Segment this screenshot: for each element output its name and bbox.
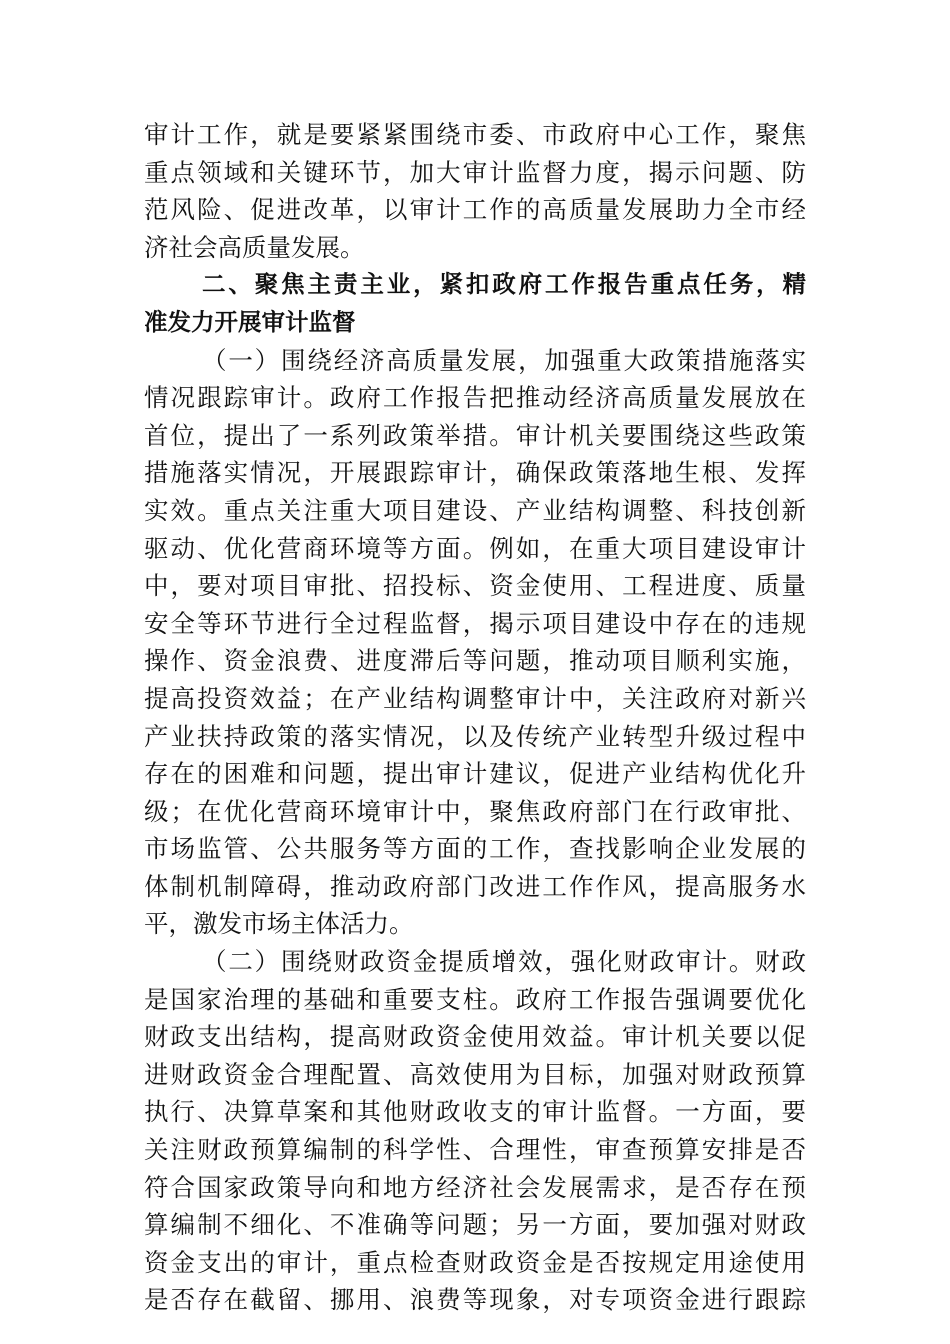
text-line: 情况跟踪审计。政府工作报告把推动经济高质量发展放在 xyxy=(144,383,806,413)
paragraph-intro xyxy=(144,116,806,266)
text-line: 操作、资金浪费、进度滞后等问题，推动项目顺利实施， xyxy=(144,646,806,676)
text-line: 存在的困难和问题，提出审计建议，促进产业结构优化升 xyxy=(144,759,806,789)
paragraph-one xyxy=(144,342,806,944)
text-line: 实效。重点关注重大项目建设、产业结构调整、科技创新 xyxy=(144,495,806,525)
text-line: 平，激发市场主体活力。 xyxy=(144,909,414,939)
text-line: 重点领域和关键环节，加大审计监督力度，揭示问题、防 xyxy=(144,157,806,187)
text-line: 提高投资效益；在产业结构调整审计中，关注政府对新兴 xyxy=(144,683,806,713)
text-line: 财政支出结构，提高财政资金使用效益。审计机关要以促 xyxy=(144,1022,806,1052)
text-line: 驱动、优化营商环境等方面。例如，在重大项目建设审计 xyxy=(144,533,806,563)
text-line: 产业扶持政策的落实情况，以及传统产业转型升级过程中 xyxy=(144,721,806,751)
section-heading xyxy=(144,266,806,341)
text-line: 符合国家政策导向和地方经济社会发展需求，是否存在预 xyxy=(144,1172,806,1202)
text-line: 安全等环节进行全过程监督，揭示项目建设中存在的违规 xyxy=(144,608,806,638)
text-line: 关注财政预算编制的科学性、合理性，审查预算安排是否 xyxy=(144,1135,806,1165)
text-line: 执行、决算草案和其他财政收支的审计监督。一方面，要 xyxy=(144,1097,806,1127)
heading-line: 二、聚焦主责主业，紧扣政府工作报告重点任务，精 xyxy=(202,270,806,299)
text-line: 措施落实情况，开展跟踪审计，确保政策落地生根、发挥 xyxy=(144,458,806,488)
text-line: 是国家治理的基础和重要支柱。政府工作报告强调要优化 xyxy=(144,984,806,1014)
text-line: 算编制不细化、不准确等问题；另一方面，要加强对财政 xyxy=(144,1210,806,1240)
text-line: 范风险、促进改革，以审计工作的高质量发展助力全市经 xyxy=(144,195,806,225)
document-page xyxy=(144,116,806,1319)
text-line: （一）围绕经济高质量发展，加强重大政策措施落实 xyxy=(202,345,806,375)
text-line: 市场监管、公共服务等方面的工作，查找影响企业发展的 xyxy=(144,834,806,864)
paragraph-two xyxy=(144,943,806,1319)
text-line: 首位，提出了一系列政策举措。审计机关要围绕这些政策 xyxy=(144,420,806,450)
text-line: 体制机制障碍，推动政府部门改进工作作风，提高服务水 xyxy=(144,871,806,901)
text-line: 资金支出的审计，重点检查财政资金是否按规定用途使用 xyxy=(144,1247,806,1277)
text-line: 济社会高质量发展。 xyxy=(144,232,365,262)
text-line: 中，要对项目审批、招投标、资金使用、工程进度、质量 xyxy=(144,571,806,601)
text-line: 进财政资金合理配置、高效使用为目标，加强对财政预算 xyxy=(144,1059,806,1089)
text-line: 审计工作，就是要紧紧围绕市委、市政府中心工作，聚焦 xyxy=(144,120,806,149)
text-line: （二）围绕财政资金提质增效，强化财政审计。财政 xyxy=(202,947,806,977)
text-line: 级；在优化营商环境审计中，聚焦政府部门在行政审批、 xyxy=(144,796,806,826)
text-line: 是否存在截留、挪用、浪费等现象，对专项资金进行跟踪 xyxy=(144,1285,806,1315)
heading-line: 准发力开展审计监督 xyxy=(144,307,356,336)
